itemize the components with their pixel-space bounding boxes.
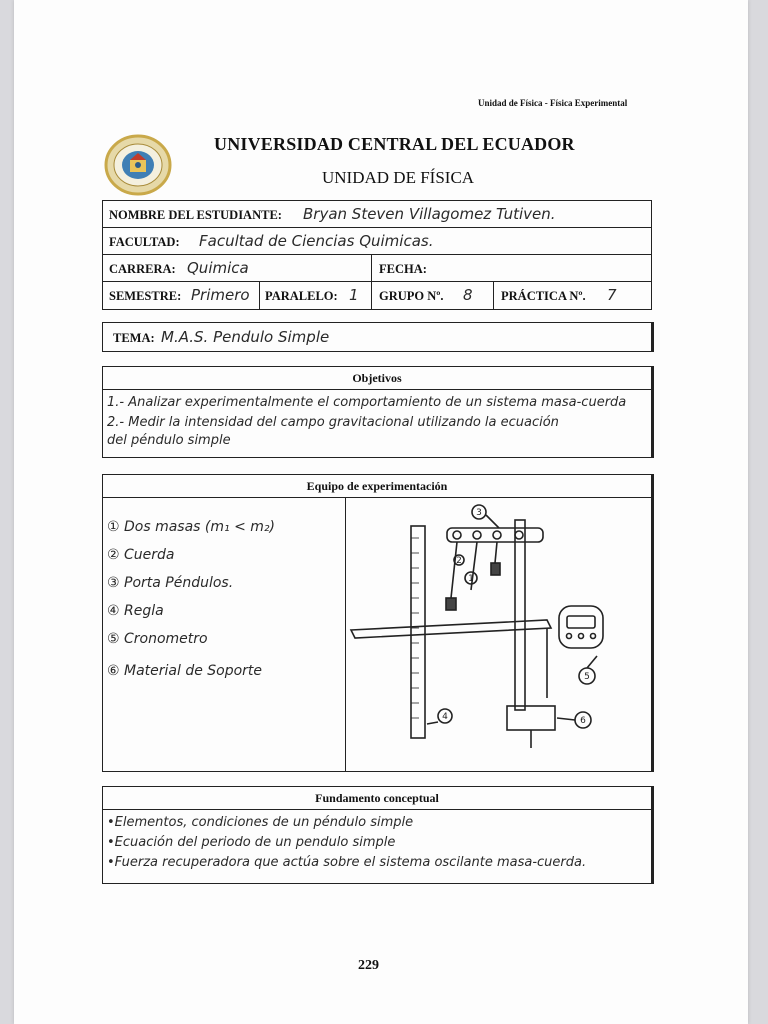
divider bbox=[371, 282, 372, 309]
row-faculty bbox=[103, 228, 651, 255]
career-value: Quimica bbox=[187, 259, 249, 277]
fundamento-line: •Ecuación del periodo de un pendulo simple bbox=[107, 835, 396, 850]
table-shape bbox=[351, 620, 551, 638]
row-career bbox=[103, 255, 651, 282]
name-value: Bryan Steven Villagomez Tutiven. bbox=[303, 205, 556, 223]
divider bbox=[493, 282, 494, 309]
pendulum-apparatus-drawing bbox=[347, 498, 647, 769]
stopwatch-shape bbox=[559, 606, 603, 648]
equipo-item: ① Dos masas (m₁ < m₂) bbox=[107, 519, 275, 535]
tema-label: TEMA: bbox=[113, 331, 155, 345]
drawing-label: 6 bbox=[580, 716, 586, 726]
unit-name: UNIDAD DE FÍSICA bbox=[322, 168, 475, 187]
objetivos-box bbox=[102, 366, 654, 458]
divider bbox=[259, 282, 260, 309]
equipo-title: Equipo de experimentación bbox=[103, 475, 651, 498]
row-semester bbox=[103, 282, 651, 309]
objetivos-title: Objetivos bbox=[103, 367, 651, 390]
fundamento-title: Fundamento conceptual bbox=[103, 787, 651, 810]
fundamento-line: •Elementos, condiciones de un péndulo simple bbox=[107, 815, 414, 830]
drawing-label: 5 bbox=[584, 672, 590, 682]
mass-shape bbox=[491, 563, 500, 575]
page-number: 229 bbox=[358, 958, 379, 973]
tema-value: M.A.S. Pendulo Simple bbox=[161, 328, 330, 346]
drawing-label: 4 bbox=[442, 712, 448, 722]
divider bbox=[371, 255, 372, 281]
university-name: UNIVERSIDAD CENTRAL DEL ECUADOR bbox=[214, 134, 575, 154]
equipo-box bbox=[102, 474, 654, 772]
faculty-label: FACULTAD: bbox=[109, 235, 180, 249]
equipo-item: ② Cuerda bbox=[107, 547, 175, 563]
career-label: CARRERA: bbox=[109, 262, 176, 276]
drawing-label: 3 bbox=[476, 508, 482, 518]
divider bbox=[345, 498, 346, 771]
group-label: GRUPO Nº. bbox=[379, 289, 444, 303]
objetivo-line: 2.- Medir la intensidad del campo gravitacional utilizando la ecuación bbox=[107, 415, 559, 430]
semester-label: SEMESTRE: bbox=[109, 289, 182, 303]
university-seal-icon bbox=[104, 134, 172, 196]
objetivo-line: 1.- Analizar experimentalmente el comportamiento de un sistema masa-cuerda bbox=[107, 395, 627, 410]
equipo-item: ④ Regla bbox=[107, 603, 164, 619]
parallel-value: 1 bbox=[349, 286, 359, 304]
objetivo-line: del péndulo simple bbox=[107, 433, 231, 448]
support-rod-shape bbox=[515, 520, 525, 710]
equipo-item: ⑥ Material de Soporte bbox=[107, 663, 263, 679]
tema-box bbox=[102, 322, 654, 352]
student-info-table bbox=[102, 200, 652, 310]
equipo-item: ⑤ Cronometro bbox=[107, 631, 208, 647]
ruler-shape bbox=[411, 526, 425, 738]
fundamento-box bbox=[102, 786, 654, 884]
practice-label: PRÁCTICA Nº. bbox=[501, 289, 586, 303]
fundamento-line: •Fuerza recuperadora que actúa sobre el sistema oscilante masa-cuerda. bbox=[107, 855, 587, 870]
parallel-label: PARALELO: bbox=[265, 289, 338, 303]
faculty-value: Facultad de Ciencias Quimicas. bbox=[199, 232, 434, 250]
semester-value: Primero bbox=[191, 286, 250, 304]
document-page bbox=[14, 0, 748, 1024]
running-head: Unidad de Física - Física Experimental bbox=[478, 98, 628, 108]
name-label: NOMBRE DEL ESTUDIANTE: bbox=[109, 208, 282, 222]
row-name bbox=[103, 201, 651, 228]
drawing-label: 1 bbox=[468, 574, 474, 584]
drawing-label: 2 bbox=[456, 556, 462, 566]
practice-value: 7 bbox=[607, 286, 617, 304]
equipo-item: ③ Porta Péndulos. bbox=[107, 575, 234, 591]
group-value: 8 bbox=[463, 286, 473, 304]
mass-shape bbox=[446, 598, 456, 610]
date-label: FECHA: bbox=[379, 262, 427, 276]
